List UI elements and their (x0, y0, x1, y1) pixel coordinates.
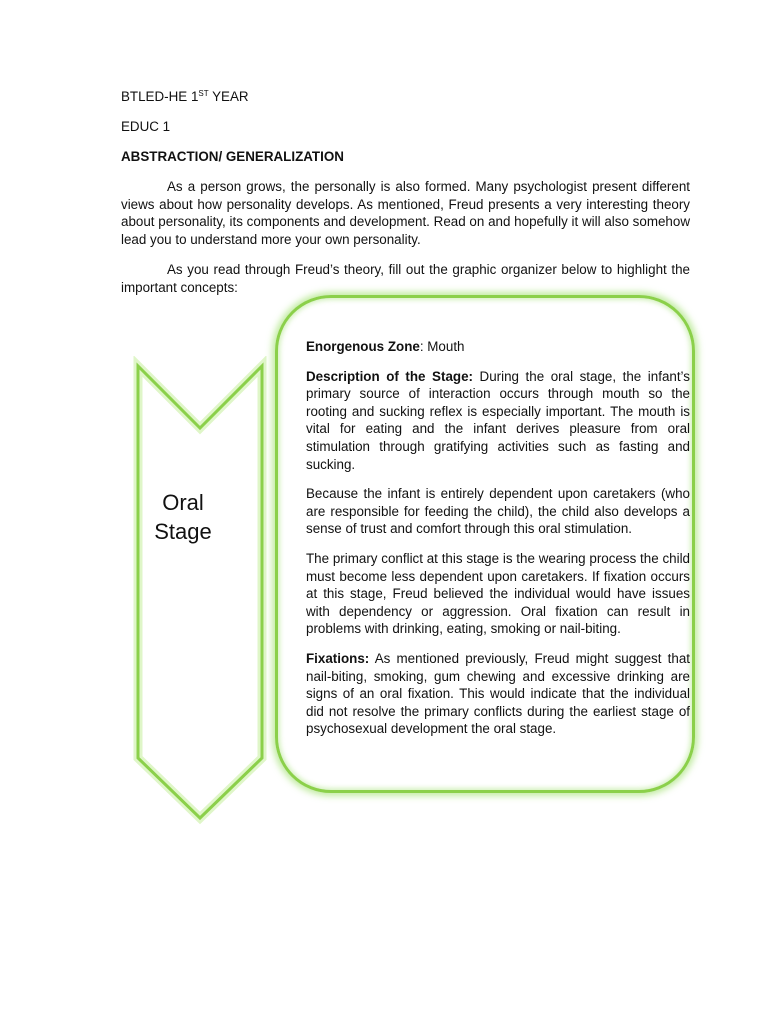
chevron-arrow-shape (128, 356, 274, 828)
stage-label-line-2: Stage (154, 519, 212, 544)
erogenous-zone (306, 338, 690, 356)
program-year: BTLED-HE 1ST YEAR (121, 89, 249, 104)
fixations-text: As mentioned previously, Freud might suggest that nail-biting, smoking, gum chewing and excessive drinking are signs of an oral fixation. This would indicate that the individual did not resolve the primary conflicts during the earliest stage of psychosexual development the oral stage. (306, 650, 690, 737)
intro-paragraph-1: As a person grows, the personally is also formed. Many psychologist present different views about how personality develops. As mentioned, Freud presents a very interesting theory about personality, its components and development. Read on and hopefully it will also somehow lead you to understand more your own personality. (121, 179, 690, 247)
stage-label-line-1: Oral (162, 490, 204, 515)
course-code: EDUC 1 (121, 119, 171, 134)
erogenous-zone-value: : Mouth (419, 339, 465, 354)
stage-details (306, 338, 690, 750)
fixations-paragraph (306, 650, 690, 738)
erogenous-zone-label: Enorgenous Zone (306, 339, 420, 354)
fixations-label: Fixations: (306, 650, 370, 666)
stage-description (306, 368, 690, 474)
intro-paragraph-2: As you read through Freud’s theory, fill out the graphic organizer below to highlight the important concepts: (121, 262, 690, 295)
stage-label (128, 488, 238, 546)
conflict-paragraph: The primary conflict at this stage is the wearing process the child must become less dependent upon caretakers. If fixation occurs at this stage, Freud believed the individual would have issues with dependency or aggression. Oral fixation can result in problems with drinking, eating, smoking or nail-biting. (306, 550, 690, 637)
section-title: ABSTRACTION/ GENERALIZATION (121, 149, 344, 164)
stage-description-text: During the oral stage, the infant’s primary source of interaction occurs through mouth so the rooting and sucking reflex is especially important. The mouth is vital for eating and the infant derives pleasure from oral stimulation through gratifying activities such as fasting and sucking. (306, 368, 690, 472)
stage-description-label: Description of the Stage: (306, 368, 473, 384)
dependence-paragraph: Because the infant is entirely dependent upon caretakers (who are responsible for feeding the child), the child also develops a sense of trust and comfort through this oral stimulation. (306, 486, 690, 537)
